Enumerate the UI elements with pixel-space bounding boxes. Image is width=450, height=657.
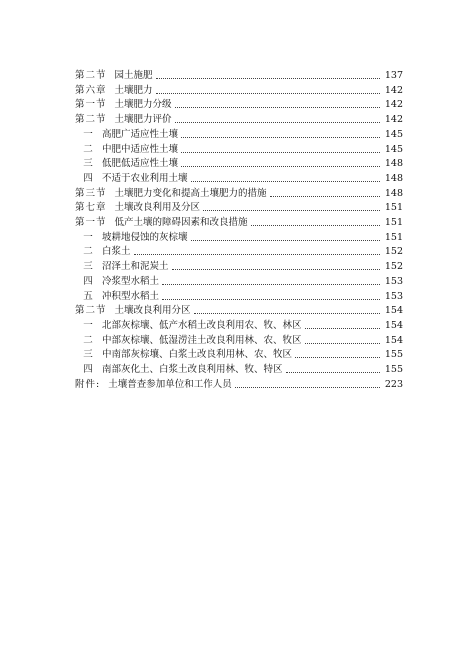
toc-entry-label	[0, 173, 188, 185]
dot-leader	[191, 180, 380, 182]
toc-entry-marker: 第二节	[75, 305, 107, 317]
toc-entry-page-number: 148	[384, 158, 403, 170]
dot-leader	[162, 283, 380, 285]
toc-entry-page-number: 153	[384, 290, 403, 302]
toc-entry	[0, 362, 450, 376]
toc-entry-page-number: 142	[384, 114, 403, 126]
toc-entry-title: 坡耕地侵蚀的灰棕壤	[102, 231, 188, 243]
toc-entry	[0, 200, 450, 214]
dot-leader	[235, 386, 380, 388]
toc-entry-marker: 第一节	[75, 217, 107, 228]
toc-entry-label	[0, 349, 292, 361]
toc-entry-title: 土壤改良利用及分区	[114, 202, 201, 214]
toc-entry-page-number: 151	[384, 202, 403, 214]
toc-entry-label	[0, 335, 302, 347]
toc-entry-marker: 四	[83, 172, 93, 184]
toc-entry-label	[0, 70, 153, 82]
dot-leader	[162, 298, 380, 300]
toc-entry-label	[0, 246, 131, 258]
dot-leader	[181, 151, 380, 153]
dot-leader	[251, 224, 380, 226]
toc-entry-title: 中南部灰棕壤、白浆土改良利用林、农、牧区	[102, 349, 293, 361]
toc-entry-page-number: 142	[384, 99, 403, 111]
dot-leader	[156, 77, 380, 79]
toc-entry-marker: 二	[83, 143, 93, 155]
toc-entry-marker: 三	[83, 158, 93, 170]
toc-entry	[0, 186, 450, 200]
toc-entry	[0, 347, 450, 361]
toc-entry-title: 土壤肥力分级	[114, 99, 172, 111]
toc-entry	[0, 289, 450, 303]
toc-entry-label	[0, 320, 302, 332]
dot-leader	[295, 356, 380, 358]
toc-entry-page-number: 145	[384, 143, 403, 155]
toc-entry-label	[0, 144, 178, 156]
dot-leader	[194, 312, 380, 314]
toc-entry-label	[0, 202, 200, 214]
toc-entry-marker: 第六章	[75, 84, 107, 96]
toc-entry	[0, 156, 450, 170]
toc-entry	[0, 318, 450, 332]
toc-entry-label	[0, 114, 172, 126]
dot-leader	[175, 106, 380, 108]
toc-entry	[0, 112, 450, 126]
toc-entry-label	[0, 85, 153, 97]
toc-entry-title: 不适于农业利用土壤	[102, 172, 188, 184]
toc-entry-page-number: 151	[384, 231, 403, 243]
toc-entry-page-number: 154	[384, 319, 403, 331]
toc-entry-label	[0, 291, 159, 303]
toc-entry-title: 冷浆型水稻土	[102, 275, 160, 287]
toc-entry-marker: 三	[83, 349, 93, 361]
toc-entry-page-number: 142	[384, 84, 403, 96]
toc-entry-marker: 四	[83, 364, 93, 375]
toc-entry	[0, 171, 450, 185]
toc-entry-label	[0, 276, 159, 288]
toc-entry-label	[0, 217, 248, 229]
toc-entry	[0, 68, 450, 82]
toc-entry-page-number: 137	[384, 70, 403, 81]
toc-entry-title: 白浆土	[102, 246, 131, 258]
toc-entry-marker: 第一节	[75, 99, 107, 111]
toc-entry-title: 北部灰棕壤、低产水稻土改良利用农、牧、林区	[102, 319, 302, 331]
toc-entry-title: 中部灰棕壤、低湿涝洼土改良利用林、农、牧区	[102, 334, 302, 346]
toc-entry-marker: 一	[83, 128, 93, 140]
toc-entry-marker: 五	[83, 290, 93, 302]
toc-entry	[0, 244, 450, 258]
toc-entry	[0, 230, 450, 244]
dot-leader	[175, 121, 380, 123]
toc-entry-label	[0, 305, 191, 317]
dot-leader	[203, 209, 380, 211]
toc-entry-page-number: 148	[384, 187, 403, 199]
dot-leader	[270, 195, 380, 197]
toc-entry-title: 土壤肥力变化和提高土壤肥力的措施	[114, 187, 267, 199]
toc-entry-marker: 第二节	[75, 114, 107, 126]
toc-entry-label	[0, 364, 283, 376]
toc-entry-label	[0, 188, 267, 200]
toc-entry	[0, 274, 450, 288]
toc-entry-marker: 三	[83, 261, 93, 273]
toc-entry-title: 土壤普查参加单位和工作人员	[108, 378, 232, 390]
toc-entry-title: 南部灰化土、白浆土改良利用林、牧、特区	[102, 364, 283, 375]
dot-leader	[181, 165, 380, 167]
dot-leader	[305, 342, 380, 344]
toc-entry	[0, 259, 450, 273]
toc-entry-marker: 第七章	[75, 202, 107, 214]
toc-entry-page-number: 155	[384, 349, 403, 361]
dot-leader	[134, 253, 380, 255]
toc-entry-page-number: 155	[384, 364, 403, 375]
toc-entry-page-number: 148	[384, 172, 403, 184]
toc-entry-title: 低肥低适应性土壤	[102, 158, 179, 170]
toc-entry	[0, 127, 450, 141]
toc-entry-title: 沼泽土和泥炭土	[102, 261, 169, 273]
toc-entry-marker: 一	[83, 231, 93, 243]
dot-leader	[156, 92, 380, 94]
dot-leader	[172, 268, 380, 270]
toc-entry-page-number: 154	[384, 334, 403, 346]
dot-leader	[191, 239, 380, 241]
toc-entry-title: 冲积型水稻土	[102, 290, 160, 302]
toc-entry	[0, 333, 450, 347]
toc-entry-label	[0, 158, 178, 170]
toc-entry	[0, 303, 450, 317]
toc-entry-title: 土壤肥力	[114, 84, 153, 96]
toc-entry-title: 土壤肥力评价	[114, 114, 172, 126]
toc-entry	[0, 83, 450, 97]
toc-entry-page-number: 145	[384, 128, 403, 140]
dot-leader	[305, 327, 380, 329]
toc-entry-marker: 第三节	[75, 187, 107, 199]
toc-entry	[0, 142, 450, 156]
toc-entry	[0, 377, 450, 391]
toc-entry-page-number: 151	[384, 217, 403, 228]
dot-leader	[181, 136, 380, 138]
toc-entry	[0, 215, 450, 229]
toc-entry-page-number: 154	[384, 305, 403, 317]
toc-entry-marker: 附件:	[75, 378, 101, 390]
toc-entry-label	[0, 232, 188, 244]
dot-leader	[286, 371, 380, 373]
toc-entry-title: 高肥广适应性土壤	[102, 128, 179, 140]
toc-entry-page-number: 152	[384, 246, 403, 258]
toc-entry-title: 园土施肥	[114, 70, 153, 81]
toc-entry-page-number: 153	[384, 275, 403, 287]
toc-entry-title: 低产土壤的障碍因素和改良措施	[114, 217, 248, 228]
toc-entry-title: 土壤改良利用分区	[114, 305, 191, 317]
toc-entry	[0, 97, 450, 111]
toc-entry-page-number: 223	[384, 378, 403, 390]
toc-entry-title: 中肥中适应性土壤	[102, 143, 179, 155]
toc-entry-label	[0, 261, 169, 273]
toc-entry-marker: 第二节	[75, 70, 107, 81]
toc-entry-label	[0, 379, 232, 391]
toc-entry-marker: 一	[83, 319, 93, 331]
toc-entry-label	[0, 129, 178, 141]
toc-entry-marker: 四	[83, 275, 93, 287]
toc-entry-marker: 二	[83, 334, 93, 346]
toc-entry-marker: 二	[83, 246, 93, 258]
toc-entry-label	[0, 99, 172, 111]
toc-entry-page-number: 152	[384, 261, 403, 273]
